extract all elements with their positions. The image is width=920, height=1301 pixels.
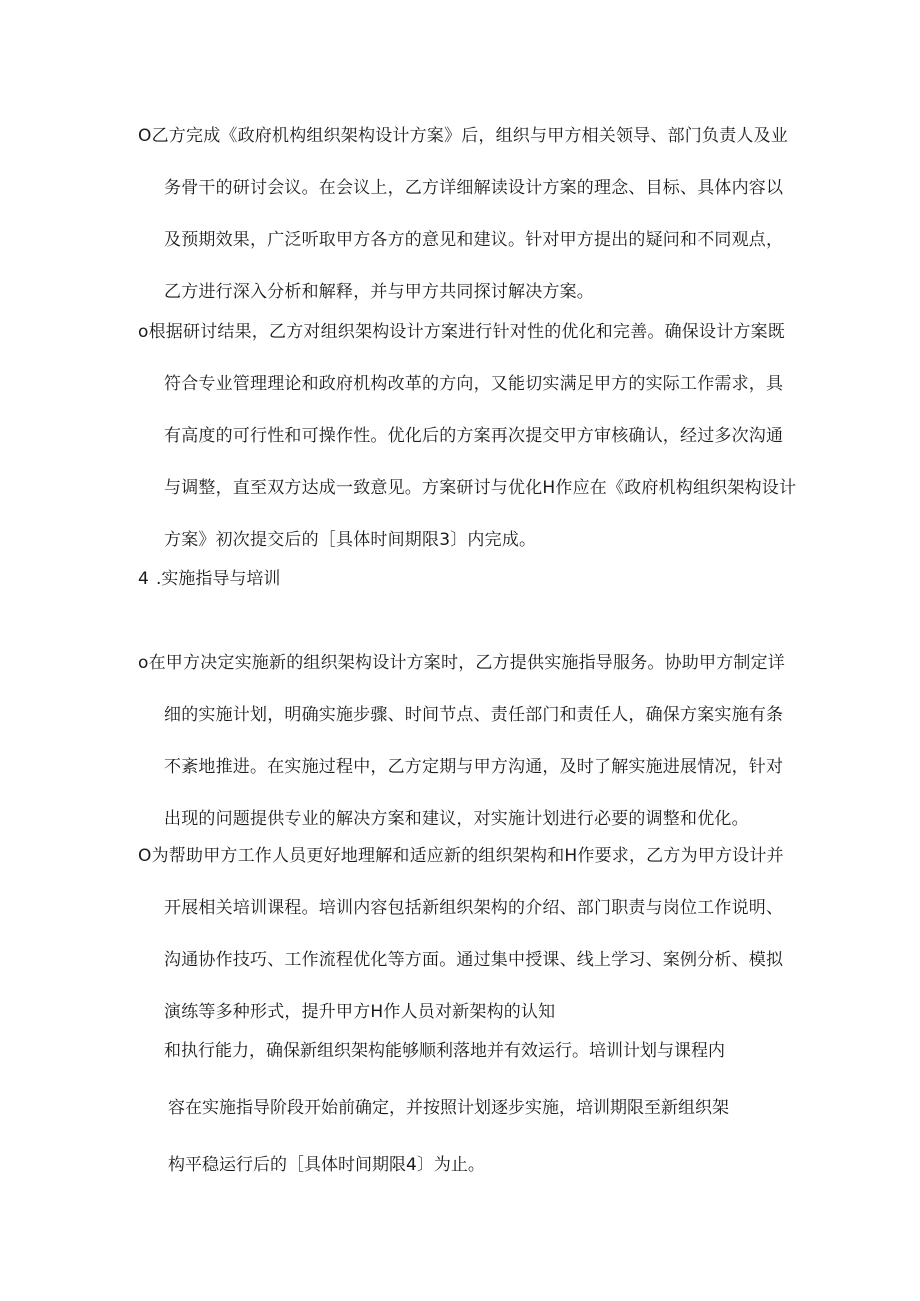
paragraph-discussion-meeting bbox=[138, 110, 788, 318]
paragraph-line: 务骨干的研讨会议。在会议上，乙方详细解读设计方案的理念、目标、具体内容以 bbox=[164, 178, 784, 198]
section-title: .实施指导与培训 bbox=[156, 569, 281, 589]
paragraph-optimization bbox=[138, 306, 797, 566]
paragraph-line: 开展相关培训课程。培训内容包括新组织架构的介绍、部门职责与岗位工作说明、 bbox=[164, 898, 784, 918]
paragraph-line: 与调整，直至双方达成一致意见。方案研讨与优化H作应在《政府机构组织架构设计 bbox=[164, 478, 797, 498]
paragraph-line: 及预期效果，广泛听取甲方各方的意见和建议。针对甲方提出的疑问和不同观点， bbox=[164, 230, 784, 250]
paragraph-line: 乙方进行深入分析和解释，并与甲方共同探讨解决方案。 bbox=[164, 282, 594, 302]
paragraph-line: 容在实施指导阶段开始前确定，并按照计划逐步实施，培训期限至新组织架 bbox=[168, 1098, 729, 1118]
paragraph-line: 符合专业管理理论和政府机构改革的方向，又能切实满足甲方的实际工作需求，具 bbox=[164, 374, 784, 394]
paragraph-line: 细的实施计划，明确实施步骤、时间节点、责任部门和责任人，确保方案实施有条 bbox=[164, 705, 784, 725]
paragraph-line: 不紊地推进。在实施过程中，乙方定期与甲方沟通，及时了解实施进展情况，针对 bbox=[164, 757, 784, 777]
paragraph-line: o根据研讨结果，乙方对组织架构设计方案进行针对性的优化和完善。确保设计方案既 bbox=[138, 322, 786, 342]
section-heading bbox=[138, 553, 280, 605]
bullet-marker: o bbox=[138, 653, 149, 673]
paragraph-line: 构平稳运行后的［具体时间期限4〕为止。 bbox=[168, 1155, 485, 1175]
section-number: 4 bbox=[138, 569, 149, 589]
paragraph-line: 沟通协作技巧、工作流程优化等方面。通过集中授课、线上学习、案例分析、模拟 bbox=[164, 950, 784, 970]
paragraph-line: 和执行能力，确保新组织架构能够顺利落地并有效运行。培训计划与课程内 bbox=[164, 1041, 725, 1061]
paragraph-line: 有高度的可行性和可操作性。优化后的方案再次提交甲方审核确认，经过多次沟通 bbox=[164, 426, 784, 446]
paragraph-line: O乙方完成《政府机构组织架构设计方案》后，组织与甲方相关领导、部门负责人及业 bbox=[138, 126, 788, 146]
bullet-marker: O bbox=[138, 846, 152, 866]
paragraph-line: O为帮助甲方工作人员更好地理解和适应新的组织架构和H作要求，乙方为甲方设计并 bbox=[138, 846, 784, 866]
paragraph-training bbox=[138, 830, 788, 1038]
paragraph-line: 演练等多种形式，提升甲方H作人员对新架构的认知 bbox=[164, 1002, 556, 1022]
paragraph-implementation-guidance bbox=[138, 637, 788, 845]
paragraph-line: 出现的问题提供专业的解决方案和建议，对实施计划进行必要的调整和优化。 bbox=[164, 809, 749, 829]
bullet-marker: o bbox=[138, 322, 149, 342]
paragraph-line: 方案》初次提交后的［具体时间期限3〕内完成。 bbox=[164, 530, 537, 550]
paragraph-line: o在甲方决定实施新的组织架构设计方案时，乙方提供实施指导服务。协助甲方制定详 bbox=[138, 653, 786, 673]
bullet-marker: O bbox=[138, 126, 152, 146]
